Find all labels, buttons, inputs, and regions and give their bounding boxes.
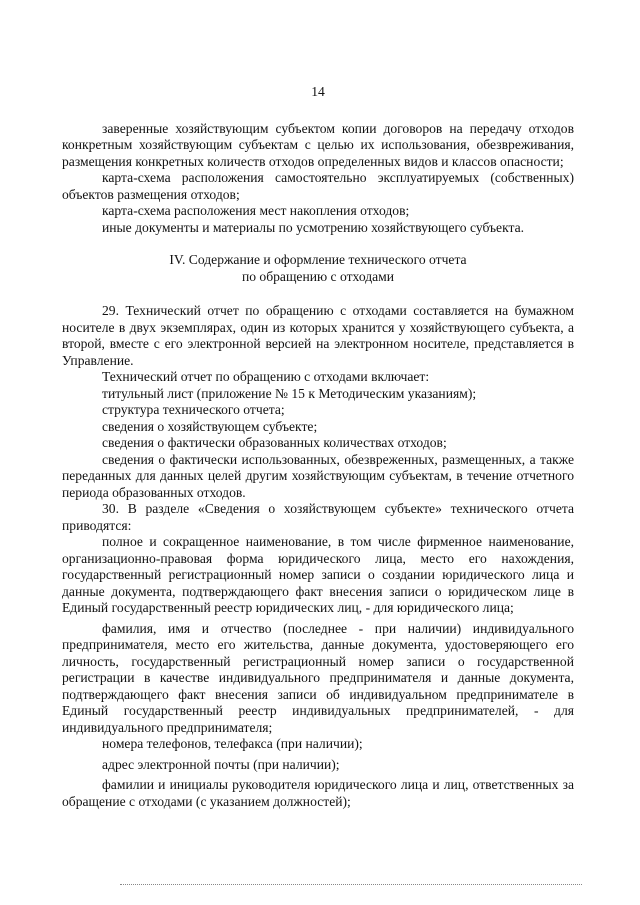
section-heading bbox=[62, 252, 574, 285]
list-item-report-structure: структура технического отчета; bbox=[102, 402, 285, 417]
list-item-responsible-persons: фамилии и инициалы руководителя юридического лица и лиц, ответственных за обращение с отходами (с указанием должностей); bbox=[62, 777, 574, 809]
list-item-phone-numbers: номера телефонов, телефакса (при наличии); bbox=[102, 736, 363, 751]
scan-bottom-rule bbox=[120, 884, 582, 885]
list-item-email: адрес электронной почты (при наличии); bbox=[102, 756, 340, 772]
paragraph-copies-of-contracts: заверенные хозяйствующим субъектом копии договоров на передачу отходов конкретным хозяйствующим субъектам с целью их использования, обезвреживания, размещения конкретных количеств отходов определенных видов и классов опасности; bbox=[62, 120, 574, 169]
list-item-legal-entity-name: полное и сокращенное наименование, в том числе фирменное наименование, организационно-правовая форма юридического лица, место его нахождения, государственный регистрационный номер записи о создании юридического лица и данные документа, подтверждающего факт внесения записи о юридическом лице в Единый государственный реестр юридических лиц, - для юридического лица; bbox=[62, 534, 574, 615]
list-item-title-page: титульный лист (приложение № 15 к Методическим указаниям); bbox=[102, 385, 477, 401]
page-number: 14 bbox=[311, 84, 325, 99]
paragraph-map-storage-sites: карта-схема расположения мест накопления отходов; bbox=[102, 203, 410, 218]
paragraph-29: 29. Технический отчет по обращению с отходами составляется на бумажном носителе в двух экземплярах, один из которых хранится у хозяйствующего субъекта, а второй, вместе с его электронной версией на электронном носителе, представляется в Управление. bbox=[62, 303, 574, 368]
paragraph-other-documents: иные документы и материалы по усмотрению хозяйствующего субъекта. bbox=[102, 219, 525, 235]
list-item-used-waste: сведения о фактически использованных, обезвреженных, размещенных, а также переданных для данных целей другим хозяйствующим субъектам, в течение отчетного периода образованных отходов. bbox=[62, 451, 574, 500]
list-item-generated-waste: сведения о фактически образованных количествах отходов; bbox=[102, 435, 447, 450]
section-heading-line-2: по обращению с отходами bbox=[241, 268, 395, 284]
paragraph-map-own-facilities: карта-схема расположения самостоятельно эксплуатируемых (собственных) объектов размещения отходов; bbox=[62, 170, 574, 202]
paragraph-report-includes: Технический отчет по обращению с отходами включает: bbox=[102, 369, 430, 384]
list-item-entity-info: сведения о хозяйствующем субъекте; bbox=[102, 418, 318, 434]
list-item-individual-entrepreneur: фамилия, имя и отчество (последнее - при наличии) индивидуального предпринимателя, место его жительства, данные документа, удостоверяющего его личность, государственный регистрационный номер записи о государственной регистрации в качестве индивидуального предпринимателя и данные документа, подтверждающего факт внесения записи об индивидуальном предпринимателе в Единый государственный реестр индивидуальных предпринимателей, - для индивидуального предпринимателя; bbox=[62, 620, 574, 735]
section-heading-line-1: IV. Содержание и оформление технического отчета bbox=[169, 252, 467, 267]
paragraph-30: 30. В разделе «Сведения о хозяйствующем субъекте» технического отчета приводятся: bbox=[62, 501, 574, 533]
